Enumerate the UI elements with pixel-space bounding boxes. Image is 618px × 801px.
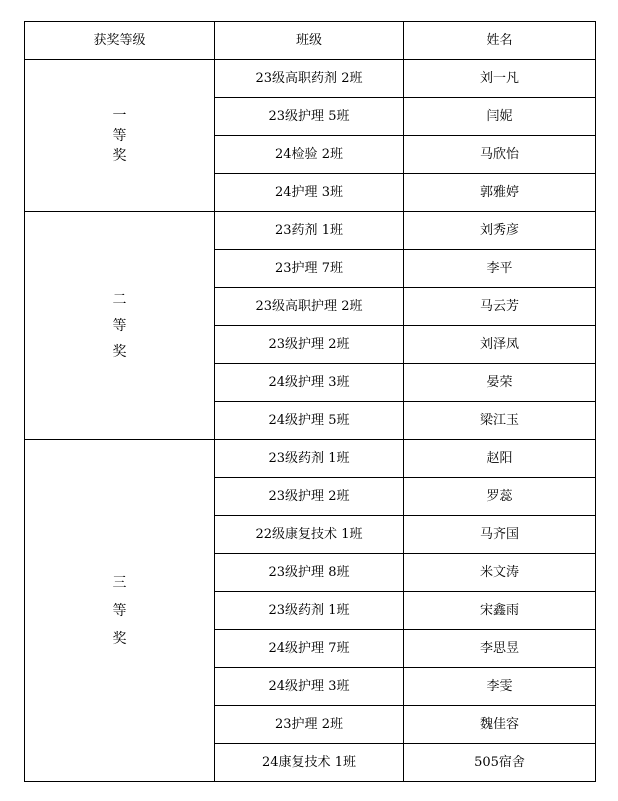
name-cell: 魏佳容 (404, 706, 596, 744)
name-cell: 米文涛 (404, 554, 596, 592)
name-cell: 马齐国 (404, 516, 596, 554)
award-level-char: 等 (112, 127, 127, 144)
class-cell: 24级护理 3班 (215, 668, 404, 706)
class-cell: 23级护理 5班 (215, 98, 404, 136)
award-level-char: 奖 (112, 343, 127, 360)
class-cell: 23护理 7班 (215, 250, 404, 288)
award-level-char: 奖 (112, 147, 127, 164)
class-cell: 23级药剂 1班 (215, 440, 404, 478)
name-cell: 郭雅婷 (404, 174, 596, 212)
class-cell: 23级高职护理 2班 (215, 288, 404, 326)
name-cell: 晏荣 (404, 364, 596, 402)
name-cell: 刘一凡 (404, 60, 596, 98)
class-cell: 23级护理 8班 (215, 554, 404, 592)
class-cell: 23级高职药剂 2班 (215, 60, 404, 98)
class-cell: 23护理 2班 (215, 706, 404, 744)
table-row (25, 440, 596, 478)
name-cell: 李平 (404, 250, 596, 288)
name-cell: 马云芳 (404, 288, 596, 326)
award-level-char: 奖 (112, 630, 127, 647)
name-cell: 赵阳 (404, 440, 596, 478)
name-cell: 宋鑫雨 (404, 592, 596, 630)
class-cell: 24级护理 3班 (215, 364, 404, 402)
name-cell: 李雯 (404, 668, 596, 706)
class-cell: 23药剂 1班 (215, 212, 404, 250)
table-row (25, 212, 596, 250)
award-level-char: 等 (112, 602, 127, 619)
class-cell: 24护理 3班 (215, 174, 404, 212)
award-level-cell (25, 440, 215, 782)
award-level-cell (25, 212, 215, 440)
class-cell: 22级康复技术 1班 (215, 516, 404, 554)
name-cell: 梁江玉 (404, 402, 596, 440)
header-level: 获奖等级 (25, 22, 215, 60)
awards-table-body (25, 22, 596, 782)
table-row (25, 60, 596, 98)
header-class: 班级 (215, 22, 404, 60)
header-name: 姓名 (404, 22, 596, 60)
class-cell: 23级护理 2班 (215, 326, 404, 364)
award-level-char: 一 (112, 107, 127, 124)
award-level-char: 等 (112, 317, 127, 334)
award-level-char: 二 (112, 291, 127, 308)
class-cell: 24康复技术 1班 (215, 744, 404, 782)
name-cell: 马欣怡 (404, 136, 596, 174)
name-cell: 李思昱 (404, 630, 596, 668)
awards-table (24, 21, 596, 782)
name-cell: 罗蕊 (404, 478, 596, 516)
name-cell: 505宿舍 (404, 744, 596, 782)
name-cell: 刘泽凤 (404, 326, 596, 364)
class-cell: 23级护理 2班 (215, 478, 404, 516)
class-cell: 24检验 2班 (215, 136, 404, 174)
class-cell: 23级药剂 1班 (215, 592, 404, 630)
header-row (25, 22, 596, 60)
award-level-char: 三 (112, 574, 127, 591)
name-cell: 刘秀彦 (404, 212, 596, 250)
class-cell: 24级护理 7班 (215, 630, 404, 668)
name-cell: 闫妮 (404, 98, 596, 136)
class-cell: 24级护理 5班 (215, 402, 404, 440)
award-level-cell (25, 60, 215, 212)
